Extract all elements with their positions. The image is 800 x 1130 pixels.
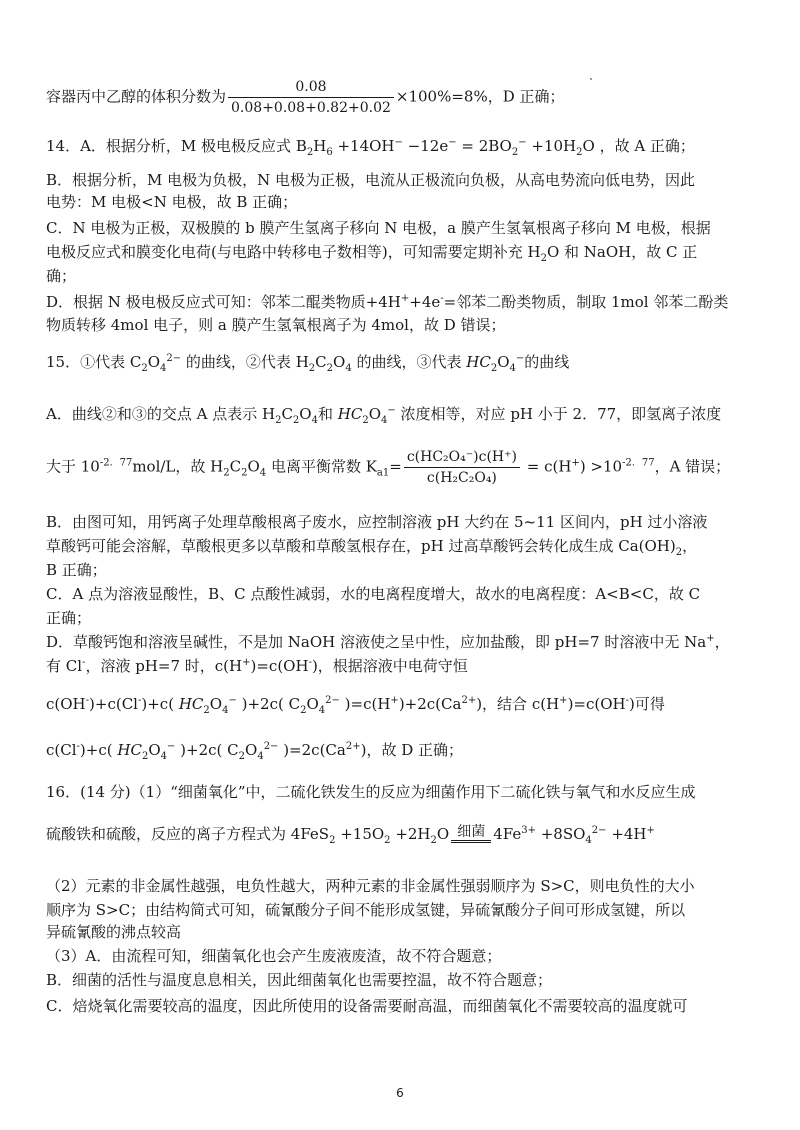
text-run: − [515, 353, 525, 364]
line-20 [46, 694, 665, 714]
text-run: 浓度相等，对应 pH 小于 2．77，即氢离子浓度 [395, 405, 722, 423]
text-run: )可得 [629, 695, 665, 713]
text-run: =邻苯二酚类物质，制取 1mol 邻苯二酚类 [443, 293, 729, 311]
text-run: ，A 错误； [654, 457, 731, 476]
line-2 [46, 136, 695, 156]
text-run: O [368, 405, 382, 423]
text-run: 2− [263, 741, 279, 752]
text-run: 2− [166, 353, 182, 364]
numerator: 0.08 [228, 78, 394, 98]
text-run: mol/L，故 H [132, 457, 224, 476]
line-3: B．根据分析，M 电极为负极，N 电极为正极，电流从正极流向负极，从高电势流向低电势，因此 [46, 171, 696, 189]
text-run: HC [178, 695, 204, 713]
text-run: + [400, 293, 410, 304]
text-run: − [387, 405, 396, 416]
text-run: )=c(OH [250, 657, 309, 675]
line-13: B．由图可知，用钙离子处理草酸根离子废水，应控制溶液 pH 大约在 5~11 区间内，pH 过小溶液 [46, 513, 708, 531]
text-run: O [436, 825, 450, 843]
text-run: 4 [318, 705, 326, 716]
text-run: 4 [257, 751, 264, 762]
line-1 [46, 78, 565, 117]
text-run: 2 [675, 547, 683, 558]
text-run: HC [117, 741, 142, 759]
text-run: 电极反应式和膜变化电荷(与电路中转移电子数相等)，可知需要定期补充 H [46, 243, 541, 261]
text-run: O [147, 353, 161, 371]
text-run: H [313, 137, 327, 155]
text-run: 4 [585, 835, 592, 846]
text-run: 的曲线，②代表 H [181, 353, 309, 371]
ka-fraction [404, 448, 520, 487]
text-run: )=2c(Ca [278, 741, 346, 759]
text-run: − [448, 137, 457, 148]
text-run: 2− [325, 695, 340, 706]
line-25: 顺序为 S>C；由结构简式可知，硫氰酸分子间不能形成氢键，异硫氰酸分子间可形成氢键，所以 [46, 901, 686, 919]
denominator: 0.08+0.08+0.82+0.02 [231, 100, 391, 116]
text-run: -2．77 [622, 457, 655, 469]
text-run: − [167, 741, 176, 752]
line-12 [46, 448, 730, 487]
text-run: 2 [384, 835, 391, 846]
text-run: 2 [326, 363, 334, 374]
text-run: = [389, 457, 402, 476]
text-run: 草酸钙可能会溶解，草酸根更多以草酸和草酸氢根存在，pH 过高草酸钙会转化成生成 Ca(OH) [46, 537, 676, 555]
text-run: 2− [591, 825, 607, 836]
text-run: +4e [409, 293, 441, 311]
text-run: 15．①代表 C [46, 353, 142, 371]
text-run: 2 [238, 751, 245, 762]
text-run: O [247, 457, 260, 476]
text-run: 2 [308, 363, 316, 374]
text: ×100%=8%，D 正确； [395, 87, 565, 106]
line-22: 16．(14 分)（1）“细菌氧化”中，二硫化铁发生的反应为细菌作用下二硫化铁与氧气和水反应生成 [46, 783, 696, 801]
text-run: = 2BO [456, 137, 512, 155]
text-run: 2 [511, 147, 519, 158]
text-run: -2．77 [99, 457, 133, 469]
text-run: O [148, 741, 161, 759]
text-run: )+c( [141, 695, 179, 713]
text-run: )=c(H [339, 695, 391, 713]
text-run: 4Fe [493, 825, 522, 843]
text-run: 14．A．根据分析，M 极电极反应式 B [46, 137, 307, 155]
text-run: 2 [241, 467, 248, 479]
text-run: − [518, 137, 527, 148]
text-run: + [390, 695, 399, 706]
text-run: ， [682, 537, 698, 555]
text-run: D．草酸钙饱和溶液呈碱性，不是加 NaOH 溶液使之呈中性，应加盐酸，即 pH=7 时溶液中无 Na [46, 633, 707, 651]
line-14 [46, 536, 697, 556]
text-run: C [315, 353, 327, 371]
text-run: ， [714, 633, 730, 651]
text-run: 4 [509, 363, 516, 374]
text-run: 2 [329, 835, 336, 846]
reaction-condition: 细菌 [457, 824, 486, 840]
text-run: O 和 NaOH，故 C 正 [546, 243, 698, 261]
line-28: B．细菌的活性与温度息息相关，因此细菌氧化也需要控温，故不符合题意； [46, 971, 553, 989]
text-run: c(Cl [46, 741, 77, 759]
text-run: 2 [203, 705, 210, 716]
text-run: − [228, 695, 237, 706]
text-run: = c(H [521, 457, 572, 476]
text-run: + [706, 633, 715, 644]
text-run: −12e [402, 137, 449, 155]
text-run: 和 [317, 405, 338, 423]
text-run: 3+ [521, 825, 536, 836]
text-run: C [229, 457, 242, 476]
text-run: )+2c( C [175, 741, 239, 759]
line-9: 物质转移 4mol 电子，则 a 膜产生氢氧根离子为 4mol，故 D 错误； [46, 316, 506, 334]
line-6 [46, 242, 697, 262]
text-run: +2H [390, 825, 431, 843]
text-run: D．根据 N 极电极反应式可知：邻苯二醌类物质+4H [46, 293, 401, 311]
text-run: 4 [381, 415, 388, 426]
text-run: +8SO [535, 825, 586, 843]
text-run: )+c( [79, 741, 118, 759]
text-run: 2 [362, 415, 369, 426]
arrow-bar [451, 840, 491, 844]
line-18 [46, 632, 730, 652]
text-run: - [85, 695, 90, 706]
text-run: - [308, 657, 312, 668]
text-run: 2+ [345, 741, 361, 752]
text-run: - [137, 695, 142, 706]
text-run: +15O [335, 825, 385, 843]
text-run: - [440, 293, 444, 304]
text-run: 大于 10 [46, 457, 100, 476]
text-run: 有 Cl [46, 657, 83, 675]
text-run: 2 [576, 147, 583, 158]
line-5: C．N 电极为正极，双极膜的 b 膜产生氢离子移向 N 电极，a 膜产生氢氧根离子移向 M 电极，根据 [46, 219, 711, 237]
line-24: （2）元素的非金属性越强，电负性越大，两种元素的非金属性强弱顺序为 S>C，则电负性的大小 [46, 877, 695, 895]
text-run: )，故 D 正确； [360, 741, 464, 759]
text-run: )+2c(Ca [398, 695, 462, 713]
denominator: c(H₂C₂O₄) [426, 470, 497, 486]
line-29: C．焙烧氧化需要较高的温度，因此所使用的设备需要耐高温，而细菌氧化不需要较高的温度就可 [46, 997, 688, 1015]
line-8 [46, 292, 728, 312]
text-run: 2 [141, 751, 149, 762]
text-run: 2 [306, 147, 314, 158]
line-19 [46, 656, 468, 676]
text: 容器丙中乙醇的体积分数为 [46, 87, 227, 106]
text-run: 4 [259, 467, 267, 479]
text-run: 2 [292, 415, 300, 426]
text-run: ，溶液 pH=7 时，c(H [85, 657, 243, 675]
text-run: O [245, 741, 258, 759]
page-number: 6 [396, 1086, 404, 1100]
text-run: 4 [160, 363, 167, 374]
text-run: c(OH [46, 695, 86, 713]
line-16: C．A 点为溶液显酸性，B、C 点酸性减弱，水的电离程度增大，故水的电离程度：A<B<C，故 C [46, 585, 701, 603]
text-run: )+2c( C [236, 695, 301, 713]
text-run: O ，故 A 正确； [582, 137, 695, 155]
text-run: 4 [311, 415, 318, 426]
text-run: 2 [300, 705, 307, 716]
line-17: 正确； [46, 609, 92, 627]
text-run: O [209, 695, 223, 713]
text-run: 2 [223, 467, 230, 479]
numerator: c(HC₂O₄⁻)c(H⁺) [404, 448, 520, 468]
text-run: 4 [222, 705, 229, 716]
line-23 [46, 824, 655, 844]
text-run: 6 [326, 147, 333, 158]
text-run: HC [466, 353, 491, 371]
line-21 [46, 740, 463, 760]
text-run: O [497, 353, 510, 371]
text-run: − [394, 137, 403, 148]
text-run: 2 [490, 363, 498, 374]
text-run: 2 [540, 253, 547, 264]
text-run: 的曲线，③代表 [351, 353, 467, 371]
text-run: 2 [275, 415, 282, 426]
text-run: - [82, 657, 86, 668]
text-run: HC [337, 405, 363, 423]
text-run: - [76, 741, 80, 752]
text-run: C [281, 405, 293, 423]
text-run: 4 [160, 751, 167, 762]
text-run: +10H [526, 137, 577, 155]
text-run: 的曲线 [524, 353, 570, 371]
text-run: O [306, 695, 319, 713]
line-7: 确； [46, 267, 77, 285]
line-10 [46, 352, 569, 372]
text-run: 4 [345, 363, 352, 374]
text-run: + [559, 695, 568, 706]
text-run: 电离平衡常数 K [266, 457, 377, 476]
line-11 [46, 404, 721, 424]
text-run: 2 [141, 363, 148, 374]
text-run: O [299, 405, 312, 423]
text-run: a1 [376, 467, 390, 479]
text-run: 2 [430, 835, 437, 846]
text-run: )+c(Cl [89, 695, 138, 713]
text-run: - [625, 695, 630, 706]
text-run: + [571, 457, 580, 469]
speck [590, 78, 592, 80]
text-run: )，结合 c(H [476, 695, 560, 713]
text-run: 硫酸铁和硫酸，反应的离子方程式为 4FeS [46, 825, 330, 843]
line-26: 异硫氰酸的沸点较高 [46, 923, 182, 941]
line-4: 电势：M 电极<N 电极，故 B 正确； [46, 193, 298, 211]
text-run: +4H [606, 825, 647, 843]
text-run: +14OH [332, 137, 395, 155]
text-run: + [242, 657, 251, 668]
text-run: 2+ [461, 695, 477, 706]
text-run: A．曲线②和③的交点 A 点表示 H [46, 405, 276, 423]
text-run: )，根据溶液中电荷守恒 [311, 657, 468, 675]
text-run: )=c(OH [567, 695, 626, 713]
text-run: + [646, 825, 655, 836]
line-15: B 正确； [46, 561, 107, 579]
text-run: O [333, 353, 346, 371]
text-run: ) >10 [579, 457, 623, 476]
line-27: （3）A．由流程可知，细菌氧化也会产生废液废渣，故不符合题意； [46, 947, 502, 965]
fraction [228, 78, 394, 117]
reaction-arrow [451, 824, 491, 844]
